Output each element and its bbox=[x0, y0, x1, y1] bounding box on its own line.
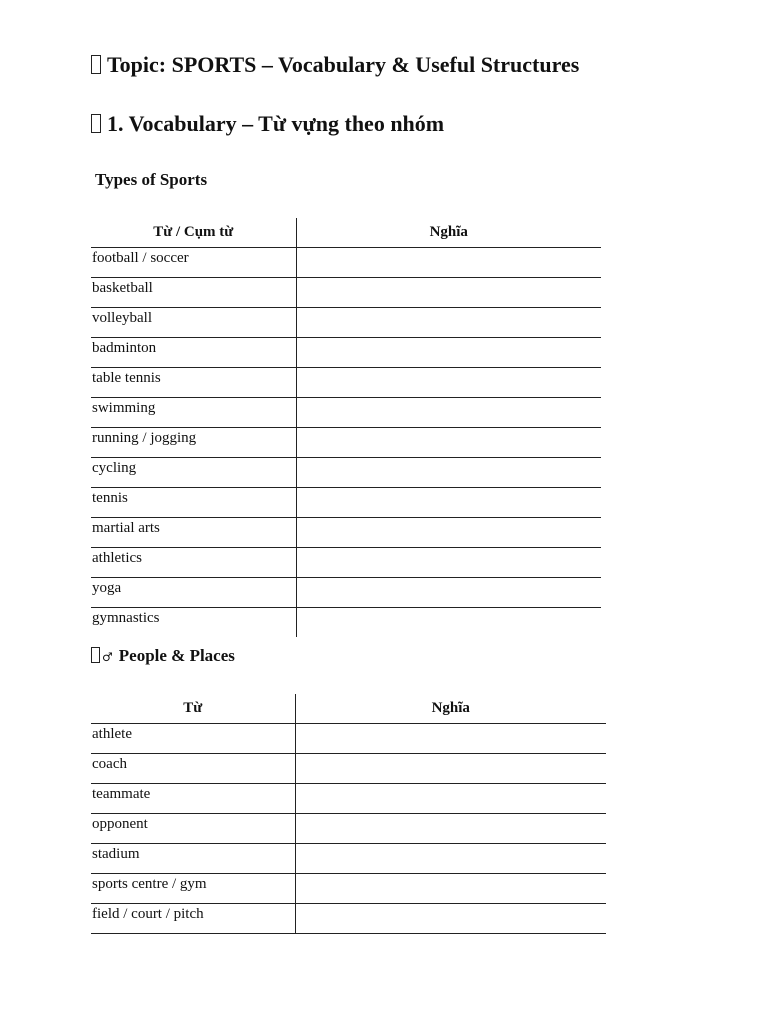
word-cell: athlete bbox=[91, 724, 295, 754]
meaning-cell bbox=[295, 844, 606, 874]
table-header-row bbox=[91, 218, 601, 248]
meaning-cell bbox=[296, 488, 601, 518]
meaning-cell bbox=[296, 338, 601, 368]
word-cell: volleyball bbox=[91, 308, 296, 338]
meaning-cell bbox=[295, 814, 606, 844]
meaning-cell bbox=[296, 518, 601, 548]
word-cell: tennis bbox=[91, 488, 296, 518]
table-row bbox=[91, 248, 601, 278]
column-header-word: Từ bbox=[91, 694, 295, 724]
meaning-cell bbox=[296, 248, 601, 278]
word-cell: martial arts bbox=[91, 518, 296, 548]
word-cell: yoga bbox=[91, 578, 296, 608]
meaning-cell bbox=[295, 874, 606, 904]
table-row bbox=[91, 518, 601, 548]
meaning-cell bbox=[296, 398, 601, 428]
word-cell: gymnastics bbox=[91, 608, 296, 638]
meaning-cell bbox=[295, 724, 606, 754]
meaning-cell bbox=[296, 548, 601, 578]
table-row bbox=[91, 844, 606, 874]
table-row bbox=[91, 578, 601, 608]
word-cell: swimming bbox=[91, 398, 296, 428]
word-cell: field / court / pitch bbox=[91, 904, 295, 934]
column-header-meaning: Nghĩa bbox=[295, 694, 606, 724]
table-row bbox=[91, 814, 606, 844]
word-cell: sports centre / gym bbox=[91, 874, 295, 904]
missing-glyph-icon bbox=[91, 114, 101, 133]
meaning-cell bbox=[296, 578, 601, 608]
word-cell: table tennis bbox=[91, 368, 296, 398]
male-sign-icon: ♂ bbox=[102, 650, 113, 664]
people-places-vocabulary-table bbox=[91, 694, 606, 934]
word-cell: stadium bbox=[91, 844, 295, 874]
missing-glyph-icon bbox=[91, 55, 101, 74]
table-row bbox=[91, 368, 601, 398]
sports-vocabulary-table bbox=[91, 218, 601, 637]
table-row bbox=[91, 488, 601, 518]
section-heading-vocabulary bbox=[91, 109, 444, 139]
meaning-cell bbox=[296, 368, 601, 398]
section-heading-vocabulary-text: 1. Vocabulary – Từ vựng theo nhóm bbox=[107, 111, 445, 136]
word-cell: athletics bbox=[91, 548, 296, 578]
table-row bbox=[91, 338, 601, 368]
table-row bbox=[91, 874, 606, 904]
word-cell: cycling bbox=[91, 458, 296, 488]
meaning-cell bbox=[296, 428, 601, 458]
table-row bbox=[91, 428, 601, 458]
document-title bbox=[91, 50, 579, 80]
meaning-cell bbox=[296, 308, 601, 338]
word-cell: teammate bbox=[91, 784, 295, 814]
subheading-people-and-places bbox=[91, 645, 235, 668]
table-row bbox=[91, 278, 601, 308]
column-header-word: Từ / Cụm từ bbox=[91, 218, 296, 248]
subheading-types-of-sports: Types of Sports bbox=[95, 170, 208, 189]
word-cell: football / soccer bbox=[91, 248, 296, 278]
word-cell: coach bbox=[91, 754, 295, 784]
table-row bbox=[91, 608, 601, 638]
meaning-cell bbox=[296, 458, 601, 488]
word-cell: basketball bbox=[91, 278, 296, 308]
table-header-row bbox=[91, 694, 606, 724]
table-row bbox=[91, 398, 601, 428]
word-cell: opponent bbox=[91, 814, 295, 844]
word-cell: running / jogging bbox=[91, 428, 296, 458]
missing-glyph-icon bbox=[91, 647, 100, 663]
meaning-cell bbox=[295, 754, 606, 784]
table-row bbox=[91, 904, 606, 934]
meaning-cell bbox=[296, 608, 601, 638]
word-cell: badminton bbox=[91, 338, 296, 368]
table-row bbox=[91, 548, 601, 578]
table-row bbox=[91, 458, 601, 488]
column-header-meaning: Nghĩa bbox=[296, 218, 601, 248]
meaning-cell bbox=[296, 278, 601, 308]
meaning-cell bbox=[295, 784, 606, 814]
meaning-cell bbox=[295, 904, 606, 934]
document-title-text: Topic: SPORTS – Vocabulary & Useful Structures bbox=[107, 52, 580, 77]
table-row bbox=[91, 308, 601, 338]
table-row bbox=[91, 784, 606, 814]
table-row bbox=[91, 754, 606, 784]
table-row bbox=[91, 724, 606, 754]
subheading-people-and-places-text: People & Places bbox=[118, 646, 235, 665]
